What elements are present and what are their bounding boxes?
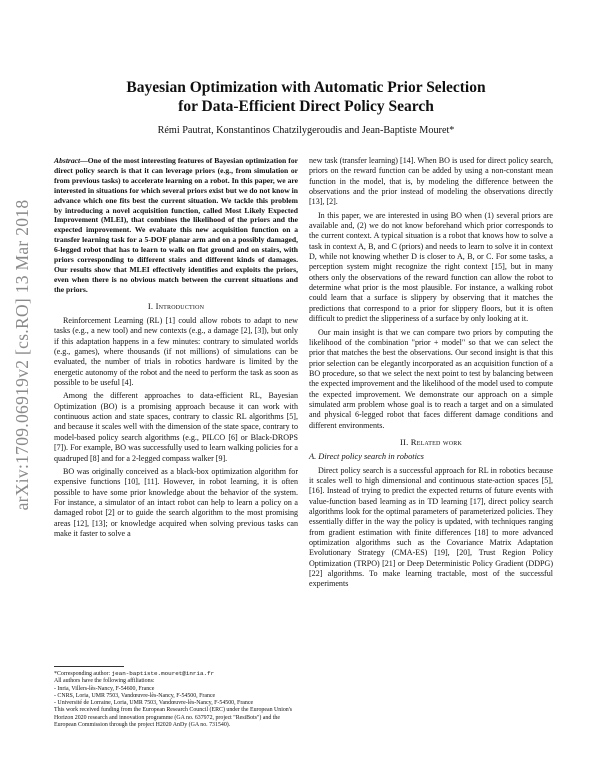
paper-title <box>40 78 572 116</box>
corresponding-email: jean-baptiste.mouret@inria.fr <box>111 670 215 677</box>
abstract-lead: Abstract <box>54 156 81 165</box>
affiliation-2: - CNRS, Loria, UMR 7503, Vandœuvre-lès-Nancy, F-54500, France <box>54 692 216 699</box>
arxiv-identifier: arXiv:1709.06919v2 [cs.RO] 13 Mar 2018 <box>12 199 32 511</box>
affiliations-intro: All authors have the following affiliations: <box>54 678 155 685</box>
funding-note: This work received funding from the European Research Council (ERC) under the European Union's Horizon 2020 research and innovation programme (GA no. 637972, project "ResiBots") and the European Commission through the project H2020 AnDy (GA no. 731540). <box>54 707 293 729</box>
body-paragraph: Our main insight is that we can compare two priors by computing the likelihood of the combination "prior + model" so that we can select the prior that matches the best the observations. Our second insight is that this prior selection can be elegantly incorporated as an acquisition function of a BO procedure, so that we select the next point to test by balancing between the expected improvement and the likelihood of the model used to compute the expected improvement. We demonstrate our approach on a simple simulated arm problem whose goal is to reach a target and on a simulated and physical 6-legged robot that faces different damage conditions and different environments. <box>309 327 553 430</box>
left-column <box>54 156 298 542</box>
affiliation-1: - Inria, Villers-lès-Nancy, F-54600, France <box>54 685 155 692</box>
title-line-1: Bayesian Optimization with Automatic Prior Selection <box>126 79 486 96</box>
footnotes <box>54 666 298 729</box>
title-line-2: for Data-Efficient Direct Policy Search <box>178 98 434 115</box>
right-column <box>309 156 553 593</box>
corresponding-label: *Corresponding author: <box>54 671 112 677</box>
footnote-divider <box>54 666 124 667</box>
body-paragraph: new task (transfer learning) [14]. When BO is used for direct policy search, priors on the reward function can be added by using a non-constant mean function in the model, that is, by modeling the difference between the observations and the prior instead of modeling the observations directly [13], [2]. <box>309 156 553 207</box>
section-heading-introduction: I. Introduction <box>147 300 205 311</box>
body-paragraph: Among the different approaches to data-efficient RL, Bayesian Optimization (BO) is a promising approach because it can work with continuous action and state spaces, contrary to classic RL algorithms [5], and because it scales well with the dimension of the state space, contrary to model-based policy search algorithms (e.g., PILCO [6] or Black-DROPS [7]). For example, BO was successfully used to learn walking policies for a quadruped [8] and for a 2-legged compass walker [9]. <box>54 391 298 463</box>
body-paragraph: BO was originally conceived as a black-box optimization algorithm for expensive functions [10], [11]. However, in robot learning, it is often possible to have some prior knowledge about the behavior of the system. For instance, a simulator of an intact robot can help to learn a policy on a damaged robot [2] or to guide the search algorithm to the most promising areas [12], [13]; or knowledge acquired when solving previous tasks can make it faster to solve a <box>54 466 298 538</box>
body-paragraph: In this paper, we are interested in using BO when (1) several priors are available and, (2) we do not know beforehand which prior corresponds to the current context. A typical situation is a robot that knows how to solve a task in context A, B, and C (priors) and needs to learn to solve it in context D, while not knowing whether D is closer to A, B, or C. For some tasks, a perception system might recognize the right context [15], but in many others only the observations of the reward function can allow the robot to determine what prior is the most plausible. For instance, a walking robot could learn that a surface is slippery by observing that it matches the predictions that correspond to a prior for slippery floors, but it is often difficult to predict the slipperiness of a surface by only looking at it. <box>309 210 553 324</box>
body-paragraph: Reinforcement Learning (RL) [1] could allow robots to adapt to new tasks (e.g., a new tool) and new contexts (e.g., a damage [2], [3]), but only if this adaptation happens in a few minutes: contrary to simulated worlds (e.g., games), where thousands (if not millions) of simulations can be evaluated, the number of trials in robotics hardware is limited by the energetic autonomy of the robot and the need to perform the task as soon as possible to be useful [4]. <box>54 316 298 388</box>
affiliation-3: - Université de Lorraine, Loria, UMR 7503, Vandœuvre-lès-Nancy, F-54500, France <box>54 700 254 707</box>
subsection-heading: A. Direct policy search in robotics <box>309 452 424 462</box>
author-list: Rémi Pautrat, Konstantinos Chatzilygeroudis and Jean-Baptiste Mouret* <box>157 125 455 136</box>
section-heading-related-work: II. Related work <box>399 436 463 447</box>
abstract-text: —One of the most interesting features of Bayesian optimization for direct policy search is that it can leverage priors (e.g., from simulation or from previous tasks) to accelerate learning on a robot. In this paper, we are interested in situations for which several priors exist but we do not know in advance which one fits best the current situation. We tackle this problem by introducing a novel acquisition function, called Most Likely Expected Improvement (MLEI), that combines the likelihood of the priors and the expected improvement. We evaluate this new acquisition function on a transfer learning task for a 5-DOF planar arm and on a possibly damaged, 6-legged robot that has to learn to walk on flat ground and on stairs, with priors corresponding to different stairs and different kinds of damages. Our results show that MLEI effectively identifies and exploits the priors, even when there is no obvious match between the current situations and the priors. <box>54 156 298 294</box>
body-paragraph: Direct policy search is a successful approach for RL in robotics because it scales well to high dimensional and continuous state-action spaces [5], [16]. Instead of trying to predict the expected returns of future events with value-function based learning as in TD learning [17], direct policy search algorithms look for the optimal parameters of parameterized policies. They essentially differ in the way the policy is updated, with techniques ranging from gradient estimation with finite differences [18] to more advanced optimization algorithms such as the Covariance Matrix Adaptation Evolutionary Strategy (CMA-ES) [19], [20], Trust Region Policy Optimization (TRPO) [21] or Deep Deterministic Policy Gradient (DDPG) [22] algorithms. To make learning tractable, most of the successful experiments <box>309 465 553 589</box>
abstract <box>54 156 298 295</box>
